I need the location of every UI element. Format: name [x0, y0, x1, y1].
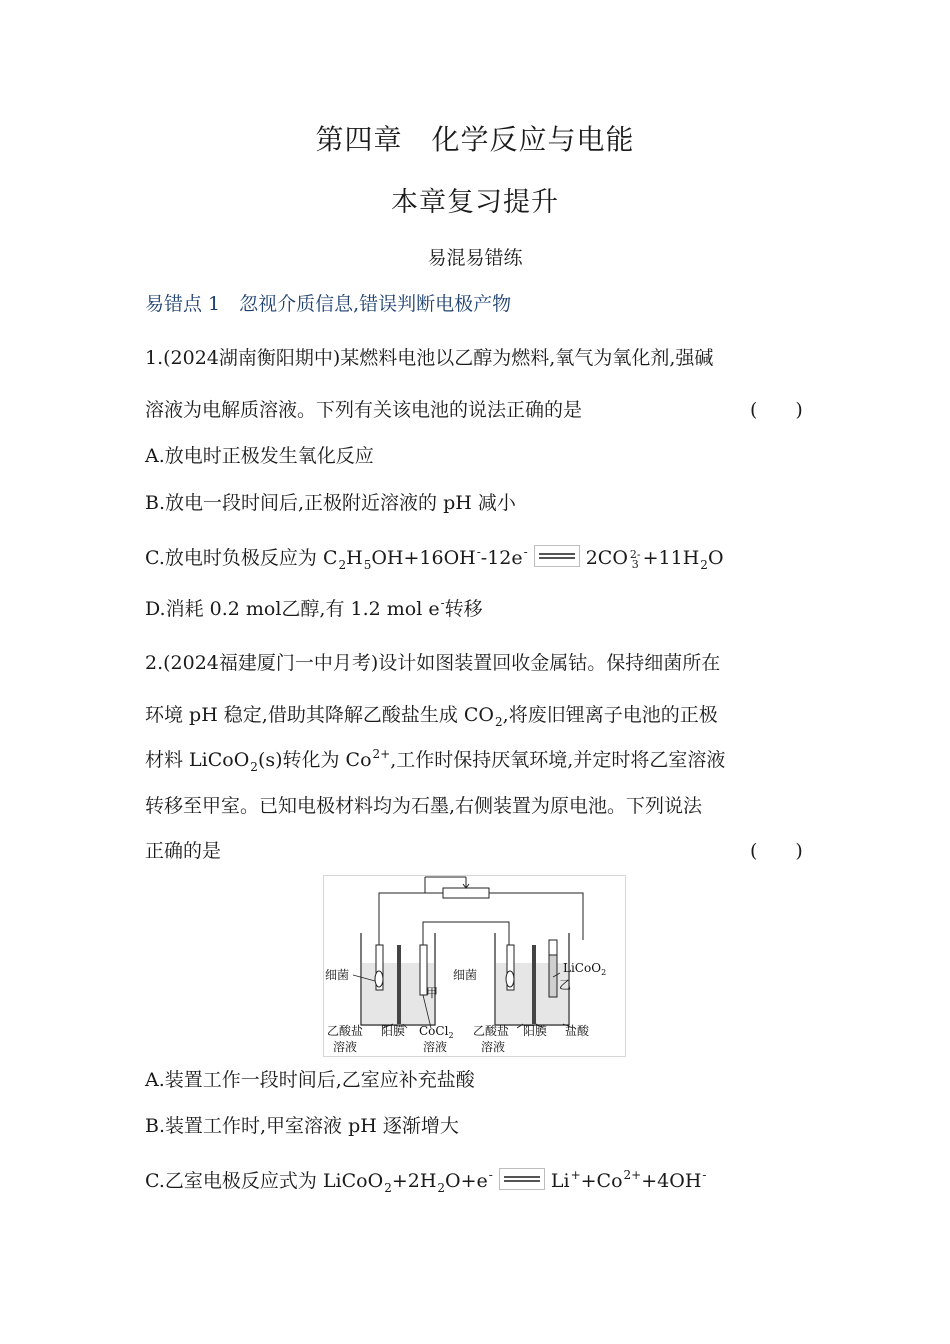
text-run: O: [707, 547, 724, 569]
label-part: LiCoO: [563, 961, 602, 975]
text-run: C.放电时负极反应为 C: [145, 547, 338, 569]
q2-option-c: [145, 1166, 706, 1195]
q1-option-c: [145, 543, 724, 572]
sub-sup-stack: [630, 550, 641, 570]
text-run: OH+16OH: [371, 547, 476, 569]
text-run: +11H: [642, 547, 700, 569]
superscript: -: [440, 596, 445, 610]
electrochemical-apparatus-figure: [323, 875, 626, 1057]
text-run: 环境 pH 稳定,借助其降解乙酸盐生成 CO: [145, 704, 495, 726]
subscript: 5: [363, 558, 372, 572]
q2-stem-line5: 正确的是: [145, 840, 222, 862]
rheostat: [443, 888, 489, 898]
q2-answer-paren: ( ): [750, 840, 803, 862]
label-jia: 甲: [426, 986, 439, 1000]
subscript: 2: [250, 760, 258, 774]
text-run: (s)转化为 Co: [257, 749, 372, 771]
label-bacteria-right: 细菌: [453, 968, 478, 982]
text-run: D.消耗 0.2 mol乙醇,有 1.2 mol e: [145, 598, 440, 620]
label-acetate-left-2: 溶液: [333, 1040, 358, 1054]
bacteria-right-icon: [506, 971, 514, 987]
text-run: -12e: [480, 547, 523, 569]
text-run: 材料 LiCoO: [145, 749, 250, 771]
subscript: 2: [384, 1181, 392, 1195]
q2-option-a: A.装置工作一段时间后,乙室应补充盐酸: [145, 1069, 475, 1091]
superscript: 2+: [623, 1168, 642, 1182]
superscript: +: [570, 1168, 581, 1182]
electrode-top: [549, 940, 557, 955]
q1-stem-line2: 溶液为电解质溶液。下列有关该电池的说法正确的是: [145, 399, 583, 421]
text-run: Li: [550, 1170, 570, 1192]
text-run: 转移: [444, 598, 483, 620]
q2-stem-line4: 转移至甲室。已知电极材料均为石墨,右侧装置为原电池。下列说法: [145, 795, 703, 817]
label-cocl2-1: [419, 1024, 454, 1040]
text-run: O+e: [445, 1170, 488, 1192]
text-run: +Co: [580, 1170, 623, 1192]
label-acetate-right-2: 溶液: [481, 1040, 506, 1054]
page-subtitle: 本章复习提升: [391, 187, 559, 218]
label-cocl2-2: 溶液: [423, 1040, 448, 1054]
text-run: H: [346, 547, 363, 569]
text-run: C.乙室电极反应式为 LiCoO: [145, 1170, 384, 1192]
q2-stem-line2: [145, 700, 718, 729]
outer-wire: [379, 877, 583, 945]
subscript: 2: [700, 558, 708, 572]
label-sub: 2: [601, 968, 607, 977]
q2-option-b: B.装置工作时,甲室溶液 pH 逐渐增大: [145, 1115, 459, 1137]
label-membrane-right: 阳膜: [523, 1024, 548, 1038]
text-run: +4OH: [641, 1170, 702, 1192]
superscript: -: [523, 545, 528, 559]
text-run: 2CO: [585, 547, 628, 569]
subscript: 2: [495, 715, 503, 729]
superscript: -: [702, 1168, 707, 1182]
q1-option-b: B.放电一段时间后,正极附近溶液的 pH 减小: [145, 492, 516, 514]
label-acetate-right-1: 乙酸盐: [473, 1024, 510, 1038]
bacteria-left-icon: [375, 971, 383, 987]
q1-option-d: [145, 594, 483, 621]
label-part: CoCl: [419, 1024, 449, 1038]
label-bacteria-left: 细菌: [325, 968, 350, 982]
text-run: ,工作时保持厌氧环境,并定时将乙室溶液: [390, 749, 726, 771]
licoo2-electrode: [549, 955, 557, 997]
label-membrane-left: 阳膜: [381, 1024, 406, 1038]
equals-arrow-icon: [499, 1168, 545, 1190]
subscript: 3: [631, 558, 639, 571]
section-heading: 易混易错练: [427, 247, 523, 269]
superscript: 2+: [372, 747, 391, 761]
superscript: -: [476, 545, 481, 559]
subscript: 2: [437, 1181, 446, 1195]
error-point-heading: 易错点 1 忽视介质信息,错误判断电极产物: [145, 293, 512, 315]
q2-stem-line1: 2.(2024福建厦门一中月考)设计如图装置回收金属钴。保持细菌所在: [145, 652, 721, 674]
q1-stem-line1: 1.(2024湖南衡阳期中)某燃料电池以乙醇为燃料,氧气为氧化剂,强碱: [145, 347, 714, 369]
label-hcl: 盐酸: [565, 1024, 590, 1038]
label-sub: 2: [448, 1031, 454, 1040]
label-licoo2: [563, 961, 606, 977]
apparatus-diagram: [323, 875, 626, 1057]
superscript: 2-: [629, 548, 641, 561]
q1-answer-paren: ( ): [750, 399, 803, 421]
label-yi: 乙: [559, 978, 572, 992]
equals-arrow-icon: [534, 545, 580, 567]
q1-option-a: A.放电时正极发生氧化反应: [145, 445, 374, 467]
q2-stem-line3: [145, 745, 725, 774]
subscript: 2: [338, 558, 347, 572]
chapter-title: 第四章 化学反应与电能: [315, 123, 635, 156]
text-run: +2H: [391, 1170, 437, 1192]
rheostat-slider-icon: [463, 877, 469, 888]
inner-wire: [423, 922, 509, 945]
label-acetate-left-1: 乙酸盐: [327, 1024, 364, 1038]
superscript: -: [488, 1168, 493, 1182]
text-run: ,将废旧锂离子电池的正极: [502, 704, 718, 726]
